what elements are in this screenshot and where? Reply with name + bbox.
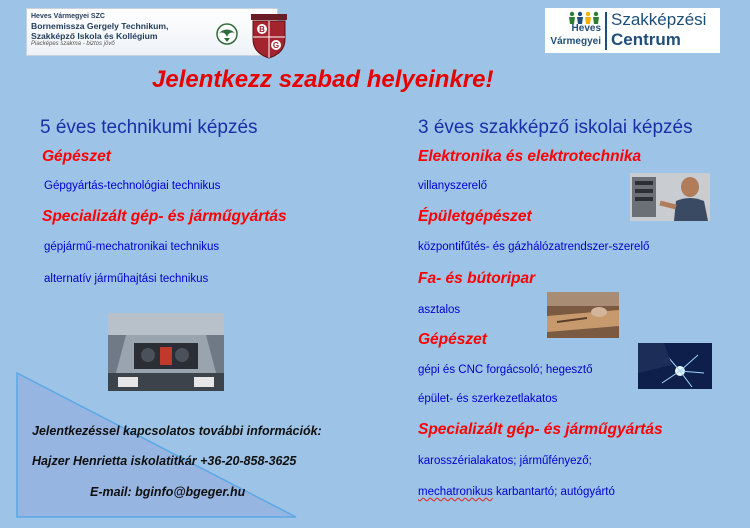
- last-item-rest: karbantartó; autógyártó: [492, 486, 615, 498]
- crest-letter-b: B: [259, 25, 265, 34]
- crest-letter-g: G: [272, 41, 280, 50]
- county-suffix: Vármegyei: [550, 36, 601, 47]
- school-logo-banner: [26, 8, 278, 56]
- school-slogan: Piacképes szakma - biztos jövő: [31, 41, 115, 48]
- left-item-mechatronikai: gépjármű-mechatronikai technikus: [44, 241, 220, 253]
- right-item-asztalos: asztalos: [418, 304, 461, 316]
- right-category-gepeszet: Gépészet: [418, 331, 487, 348]
- woodworking-photo: [547, 292, 619, 338]
- eagle-emblem-icon: [215, 23, 239, 45]
- welding-photo: [638, 343, 712, 389]
- county-name: Heves: [571, 23, 601, 34]
- right-category-specializalt: Specializált gép- és járműgyártás: [418, 421, 663, 438]
- left-item-alternativ: alternatív járműhajtási technikus: [44, 273, 209, 285]
- left-category-gepeszet: Gépészet: [42, 148, 111, 165]
- right-category-epuletgepeszet: Épületgépészet: [418, 208, 532, 225]
- right-item-villanyszerelo: villanyszerelő: [418, 180, 488, 192]
- centrum-name-line2: Centrum: [611, 30, 681, 49]
- electrician-photo: [630, 173, 710, 221]
- right-category-elektronika: Elektronika és elektrotechnika: [418, 148, 642, 165]
- contact-intro: Jelentkezéssel kapcsolatos további információk:: [32, 424, 322, 438]
- page-headline: Jelentkezz szabad helyeinkre!: [152, 66, 494, 93]
- right-category-fa-butoripar: Fa- és bútoripar: [418, 270, 536, 287]
- right-item-kozpontifutes: központifűtés- és gázhálózatrendszer-szerelő: [418, 241, 650, 253]
- left-column-title: 5 éves technikumi képzés: [40, 117, 258, 138]
- left-category-specializalt: Specializált gép- és járműgyártás: [42, 208, 287, 225]
- logo-divider: [605, 12, 607, 50]
- spellcheck-underlined-word: mechatronikus: [418, 486, 493, 498]
- school-district-name: Heves Vármegyei SZC: [31, 13, 105, 20]
- right-item-mechatronikus: [418, 486, 615, 498]
- right-item-karosszeria: karosszérialakatos; járműfényező;: [418, 455, 592, 467]
- centrum-name-line1: Szakképzési: [611, 10, 707, 29]
- right-item-lakatos: épület- és szerkezetlakatos: [418, 393, 558, 405]
- right-item-cnc-hegeszto: gépi és CNC forgácsoló; hegesztő: [418, 364, 593, 376]
- school-name-line2: Szakképző Iskola és Kollégium: [31, 30, 158, 41]
- school-crest-icon: [249, 13, 289, 59]
- school-name-line1: Bornemissza Gergely Technikum,: [31, 21, 169, 31]
- left-item-gepgyartas: Gépgyártás-technológiai technikus: [44, 180, 221, 192]
- contact-person-phone: Hajzer Henrietta iskolatitkár +36-20-858-3625: [32, 454, 297, 468]
- school-name-block: [31, 13, 199, 47]
- contact-email: E-mail: bginfo@bgeger.hu: [90, 485, 246, 499]
- centrum-logo: [545, 8, 720, 53]
- right-column-title: 3 éves szakképző iskolai képzés: [418, 117, 693, 138]
